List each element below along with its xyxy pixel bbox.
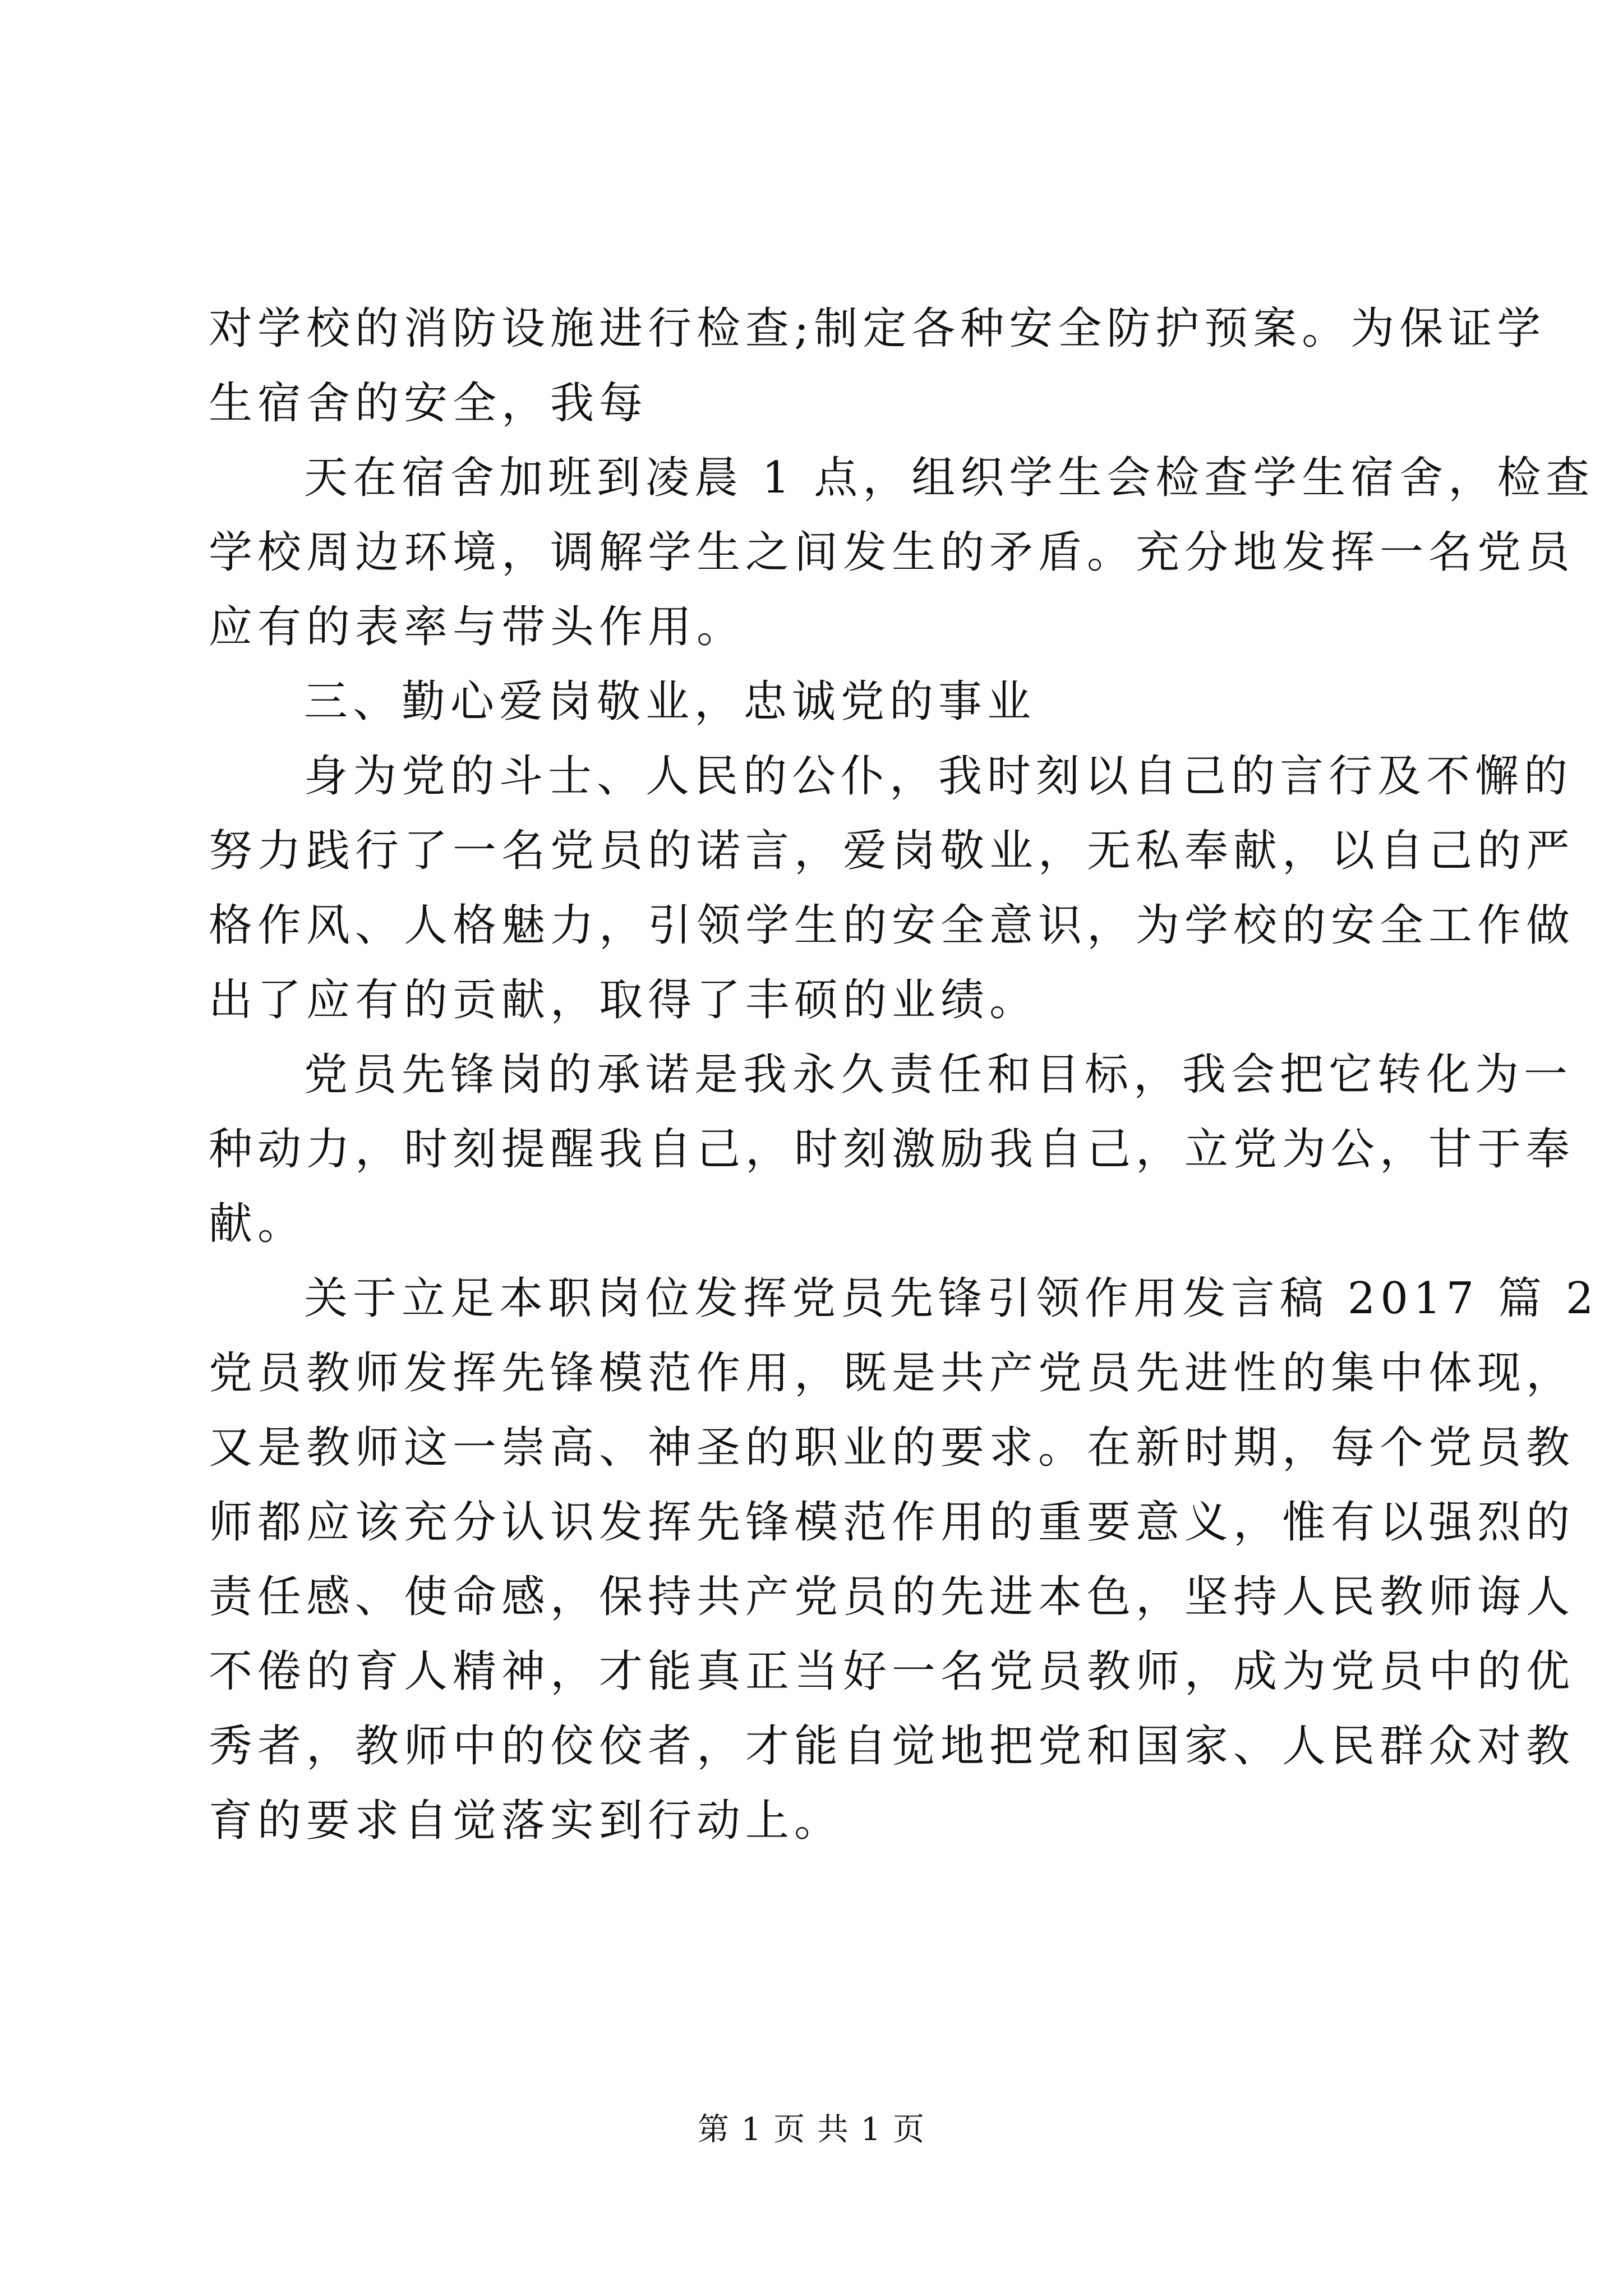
text-line: 不倦的育人精神，才能真正当好一名党员教师，成为党员中的优 <box>209 1646 1575 1697</box>
text-line: 学校周边环境，调解学生之间发生的矛盾。充分地发挥一名党员 <box>209 527 1575 578</box>
document-body <box>209 292 1599 1858</box>
text-line: 努力践行了一名党员的诺言，爱岗敬业，无私奉献，以自己的严 <box>209 826 1575 876</box>
section-heading: 三、勤心爱岗敬业，忠诚党的事业 <box>304 677 1036 727</box>
text-line: 育的要求自觉落实到行动上。 <box>209 1796 843 1846</box>
body-text <box>209 292 1599 1858</box>
text-line: 师都应该充分认识发挥先锋模范作用的重要意义，惟有以强烈的 <box>209 1497 1575 1548</box>
text-line: 种动力，时刻提醒我自己，时刻激励我自己，立党为公，甘于奉 <box>209 1124 1575 1175</box>
text-line: 对学校的消防设施进行检查;制定各种安全防护预案。为保证学 <box>209 303 1546 354</box>
text-line: 献。 <box>209 1199 307 1249</box>
article-title-line: 关于立足本职岗位发挥党员先锋引领作用发言稿 2017 篇 2 <box>304 1273 1599 1324</box>
text-line: 党员教师发挥先锋模范作用，既是共产党员先进性的集中体现， <box>209 1348 1575 1398</box>
text-line: 出了应有的贡献，取得了丰硕的业绩。 <box>209 975 1039 1025</box>
text-line: 生宿舍的安全，我每 <box>209 378 648 429</box>
text-line: 格作风、人格魅力，引领学生的安全意识，为学校的安全工作做 <box>209 900 1575 951</box>
text-line: 天在宿舍加班到凌晨 1 点，组织学生会检查学生宿舍，检查 <box>304 453 1595 503</box>
page-footer <box>0 2105 1623 2150</box>
text-line: 又是教师这一崇高、神圣的职业的要求。在新时期，每个党员教 <box>209 1423 1575 1473</box>
page-number-label: 第 1 页 共 1 页 <box>697 2111 926 2148</box>
text-line: 应有的表率与带头作用。 <box>209 602 746 652</box>
text-line: 身为党的斗士、人民的公仆，我时刻以自己的言行及不懈的 <box>304 751 1573 802</box>
text-line: 责任感、使命感，保持共产党员的先进本色，坚持人民教师诲人 <box>209 1572 1575 1622</box>
text-line: 秀者，教师中的佼佼者，才能自觉地把党和国家、人民群众对教 <box>209 1721 1575 1772</box>
text-line: 党员先锋岗的承诺是我永久责任和目标，我会把它转化为一 <box>304 1050 1573 1100</box>
